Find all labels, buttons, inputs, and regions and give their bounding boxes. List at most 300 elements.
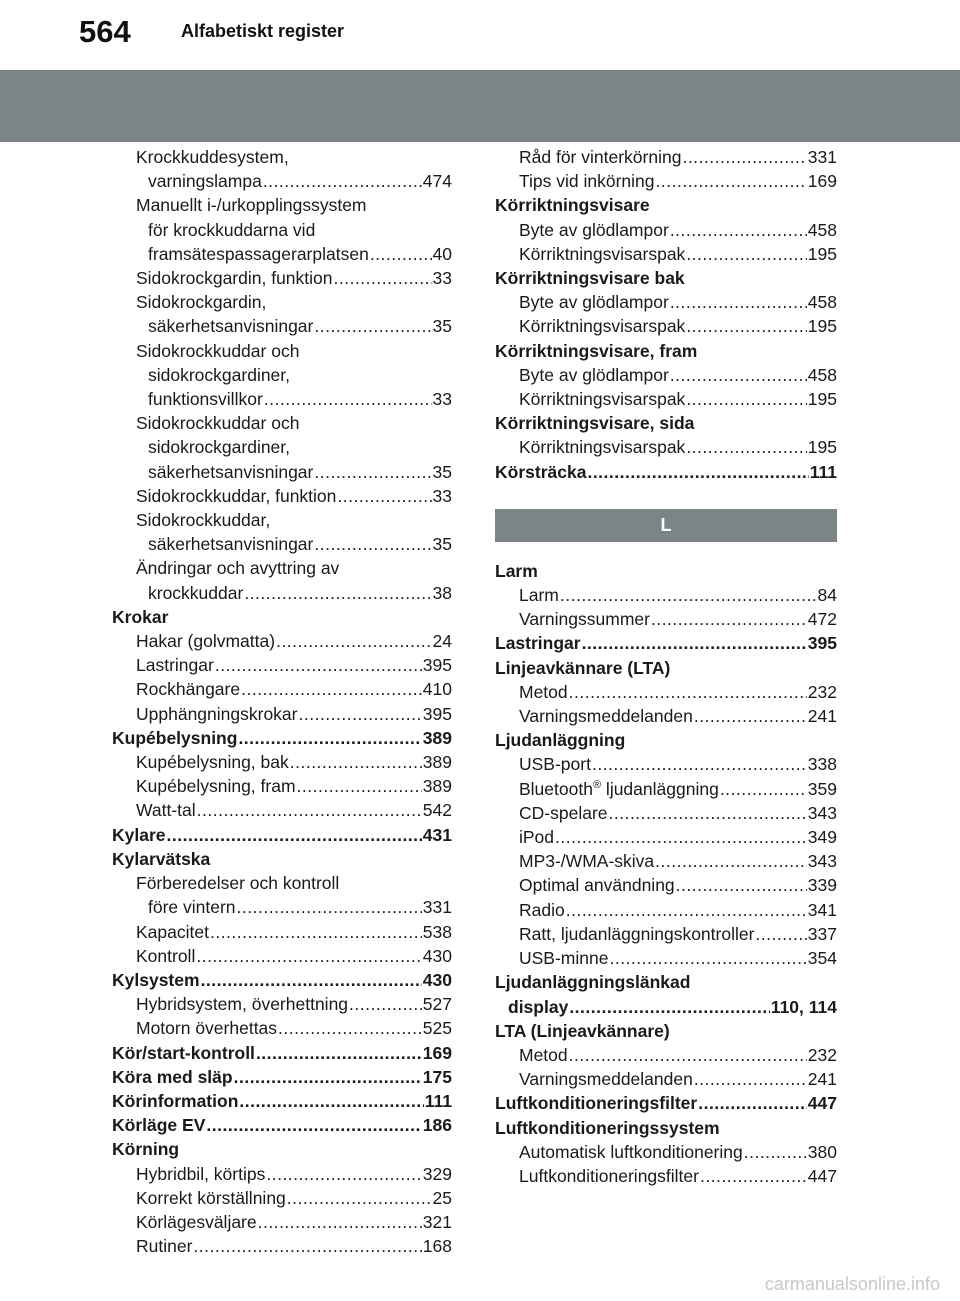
index-entry (112, 798, 452, 822)
entry-text: Sidokrockkuddar och (136, 413, 300, 434)
page-header (0, 0, 960, 64)
entry-text-suffix: ljudanläggning (601, 778, 719, 799)
entry-term (495, 561, 538, 581)
page-reference[interactable]: 431 (422, 824, 452, 845)
index-entry (112, 1137, 452, 1161)
header-banner (0, 70, 960, 142)
page-reference[interactable]: 111 (809, 461, 837, 482)
entry-term (112, 607, 168, 627)
entry-text: Körinformation (112, 1090, 239, 1111)
entry-term (136, 292, 266, 312)
entry-text: Tips vid inkörning (519, 171, 655, 192)
index-entry (112, 1186, 452, 1210)
entry-text: Manuellt i-/urkopplingssystem (136, 195, 367, 216)
entry-term (519, 1140, 743, 1164)
entry-text: Kupébelysning (112, 727, 238, 748)
index-entry (112, 920, 452, 944)
entry-text: Kupébelysning, bak (136, 752, 289, 773)
index-entry (112, 532, 452, 556)
page-reference[interactable]: 175 (422, 1066, 452, 1087)
page-reference[interactable]: 458 (807, 219, 837, 240)
entry-text: framsätespassagerarplatsen (148, 243, 369, 264)
entry-term (148, 895, 236, 919)
index-entry (495, 193, 837, 217)
entry-text: Kylare (112, 824, 166, 845)
dot-leader (670, 290, 807, 314)
letter-label: L (660, 514, 672, 535)
entry-text: Metod (519, 1044, 568, 1065)
index-entry (495, 849, 837, 873)
entry-text: Ljudanläggning (495, 730, 626, 751)
entry-term (136, 992, 348, 1016)
dot-leader (686, 387, 806, 411)
index-entry (112, 581, 452, 605)
entry-text: Watt-tal (136, 800, 196, 821)
index-entry (112, 460, 452, 484)
entry-term (519, 314, 685, 338)
index-entry (495, 242, 837, 266)
page-reference[interactable]: 35 (432, 316, 452, 337)
dot-leader (569, 995, 769, 1019)
page-reference[interactable]: 232 (807, 681, 837, 702)
index-entry (112, 677, 452, 701)
entry-term (495, 1021, 670, 1041)
entry-text: säkerhetsanvisningar (148, 534, 314, 555)
entry-term (148, 387, 263, 411)
entry-term (148, 581, 243, 605)
entry-text: display (508, 996, 569, 1017)
page-reference[interactable]: 195 (807, 243, 837, 264)
index-entry (112, 556, 452, 580)
page-reference[interactable]: 458 (807, 292, 837, 313)
entry-text: Automatisk luftkonditionering (519, 1141, 743, 1162)
entry-text: Korrekt körställning (136, 1187, 286, 1208)
index-entry (112, 1162, 452, 1186)
page-reference[interactable]: 195 (807, 437, 837, 458)
index-entry (112, 508, 452, 532)
page-reference[interactable]: 331 (422, 897, 452, 918)
entry-term (136, 677, 240, 701)
entry-term (519, 752, 591, 776)
index-entry (112, 726, 452, 750)
dot-leader (609, 801, 807, 825)
entry-text: Kylarvätska (112, 848, 211, 869)
entry-term (136, 873, 339, 893)
index-entry (112, 1016, 452, 1040)
entry-text: Byte av glödlampor (519, 364, 669, 385)
page-reference[interactable]: 33 (432, 268, 452, 289)
entry-term (519, 777, 719, 801)
dot-leader (241, 677, 422, 701)
entry-text: Körsträcka (495, 461, 587, 482)
index-entry (495, 266, 837, 290)
page-reference[interactable]: 337 (807, 923, 837, 944)
entry-text: LTA (Linjeavkännare) (495, 1020, 670, 1041)
entry-text: Rutiner (136, 1236, 193, 1257)
entry-term (136, 944, 195, 968)
entry-term (495, 341, 697, 361)
index-entry (495, 363, 837, 387)
index-entry (112, 702, 452, 726)
entry-text: Motorn överhettas (136, 1018, 278, 1039)
entry-text: Larm (519, 585, 559, 606)
entry-term (136, 1162, 265, 1186)
dot-leader (569, 1043, 807, 1067)
entry-term (519, 704, 693, 728)
index-entry (495, 218, 837, 242)
dot-leader (755, 922, 806, 946)
index-entry (112, 290, 452, 314)
dot-leader (197, 798, 422, 822)
registered-mark: ® (592, 778, 602, 791)
index-entry (495, 145, 837, 169)
dot-leader (720, 777, 807, 801)
entry-term (136, 413, 299, 433)
index-entry (495, 460, 837, 484)
index-entry (495, 1140, 837, 1164)
entry-term (519, 873, 675, 897)
entry-text: Sidokrockkuddar, funktion (136, 485, 337, 506)
index-entry (495, 1019, 837, 1043)
entry-term (136, 1016, 277, 1040)
entry-term (136, 195, 367, 215)
index-group-l (495, 559, 837, 1188)
page-reference[interactable]: 395 (807, 633, 837, 654)
page-reference[interactable]: 430 (422, 945, 452, 966)
dot-leader (337, 484, 431, 508)
entry-term (136, 558, 339, 578)
index-entry (112, 992, 452, 1016)
page-reference[interactable]: 542 (422, 800, 452, 821)
page-reference[interactable]: 25 (432, 1187, 452, 1208)
entry-term (495, 631, 581, 655)
dot-leader (290, 750, 422, 774)
dot-leader (314, 532, 431, 556)
page-reference[interactable]: 331 (807, 147, 837, 167)
entry-text: Krokar (112, 606, 169, 627)
entry-term (136, 920, 209, 944)
entry-text: varningslampa (148, 171, 262, 192)
entry-text: USB-minne (519, 948, 609, 969)
page-reference[interactable]: 40 (432, 243, 452, 264)
entry-term (136, 653, 214, 677)
index-entry (112, 484, 452, 508)
entry-text: Krockkuddesystem, (136, 147, 289, 167)
entry-term (136, 147, 289, 167)
index-entry (495, 704, 837, 728)
index-entry (112, 145, 452, 169)
entry-term (136, 510, 270, 530)
entry-term (519, 218, 669, 242)
entry-term (495, 1118, 720, 1138)
index-entry (495, 898, 837, 922)
dot-leader (167, 823, 422, 847)
watermark: carmanualsonline.info (764, 1274, 940, 1294)
index-entry (495, 1067, 837, 1091)
page-reference[interactable]: 241 (807, 1069, 837, 1090)
page-reference[interactable]: 527 (422, 994, 452, 1015)
dot-leader (676, 873, 807, 897)
entry-text: Köra med släp (112, 1066, 233, 1087)
entry-text: Rockhängare (136, 679, 241, 700)
index-entry (112, 242, 452, 266)
entry-text: Ratt, ljudanläggningskontroller (519, 923, 755, 944)
index-entry (112, 1089, 452, 1113)
entry-text: Körriktningsvisarspak (519, 389, 686, 410)
dot-leader (682, 145, 806, 169)
page-reference[interactable]: 458 (807, 364, 837, 385)
page-reference[interactable]: 380 (807, 1141, 837, 1162)
index-entry (112, 266, 452, 290)
page-reference[interactable]: 38 (432, 582, 452, 603)
dot-leader (215, 653, 422, 677)
entry-text: säkerhetsanvisningar (148, 461, 314, 482)
entry-term (519, 825, 554, 849)
entry-text: funktionsvillkor (148, 389, 263, 410)
index-entry (112, 823, 452, 847)
page-reference[interactable]: 33 (432, 389, 452, 410)
entry-term (519, 1164, 699, 1188)
page-reference[interactable]: 447 (807, 1165, 837, 1186)
entry-term (519, 898, 565, 922)
entry-text: Varningsmeddelanden (519, 1069, 693, 1090)
page-reference[interactable]: 472 (807, 609, 837, 630)
entry-term (148, 314, 313, 338)
entry-term (519, 680, 568, 704)
entry-text: Körriktningsvisare, sida (495, 413, 695, 434)
entry-term (519, 849, 654, 873)
entry-term (112, 849, 210, 869)
page-reference[interactable]: 474 (422, 171, 452, 192)
page-reference[interactable]: 395 (422, 703, 452, 724)
entry-text: Radio (519, 899, 565, 920)
page-reference[interactable]: 389 (422, 776, 452, 797)
entry-text: krockkuddar (148, 582, 244, 603)
page-reference[interactable]: 538 (422, 921, 452, 942)
index-entry (495, 995, 837, 1019)
page-reference[interactable]: 354 (807, 948, 837, 969)
page-reference[interactable]: 321 (422, 1211, 452, 1232)
index-entry (112, 411, 452, 435)
entry-term (495, 195, 650, 215)
entry-text: Hybridsystem, överhettning (136, 994, 349, 1015)
entry-text: Kontroll (136, 945, 196, 966)
dot-leader (297, 774, 422, 798)
entry-term (519, 435, 685, 459)
entry-text: Sidokrockkuddar, (136, 510, 271, 531)
entry-text: CD-spelare (519, 802, 608, 823)
dot-leader (694, 704, 807, 728)
entry-term (112, 1089, 238, 1113)
entry-text: Lastringar (495, 633, 581, 654)
entry-term (112, 1065, 233, 1089)
entry-text: Luftkonditioneringsfilter (495, 1093, 698, 1114)
page-reference[interactable]: 395 (422, 655, 452, 676)
page-reference[interactable]: 195 (807, 316, 837, 337)
page-reference[interactable]: 241 (807, 706, 837, 727)
index-entry (495, 1116, 837, 1140)
entry-text: Kör/start-kontroll (112, 1042, 255, 1063)
entry-text: Körriktningsvisare (495, 195, 650, 216)
index-entry (112, 895, 452, 919)
index-entry (495, 339, 837, 363)
entry-term (112, 726, 237, 750)
entry-text: Sidokrockkuddar och (136, 340, 300, 361)
entry-text: Byte av glödlampor (519, 219, 669, 240)
page-reference[interactable]: 35 (432, 534, 452, 555)
index-entry (112, 314, 452, 338)
page-reference[interactable]: 169 (807, 171, 837, 192)
page-reference[interactable]: 329 (422, 1163, 452, 1184)
entry-term (136, 341, 299, 361)
dot-leader (698, 1091, 807, 1115)
index-entry (112, 1065, 452, 1089)
page-reference[interactable]: 232 (807, 1044, 837, 1065)
entry-term (136, 629, 275, 653)
dot-leader (592, 752, 807, 776)
dot-leader (370, 242, 432, 266)
page-reference[interactable]: 389 (422, 727, 452, 748)
entry-text: Körriktningsvisare, fram (495, 340, 698, 361)
entry-text: Sidokrockgardin, (136, 292, 267, 313)
page-reference[interactable]: 24 (432, 631, 452, 652)
index-entry (112, 1234, 452, 1258)
entry-text: Körlägesväljare (136, 1211, 257, 1232)
page-reference[interactable]: 430 (422, 969, 452, 990)
index-entry (495, 387, 837, 411)
page-reference[interactable]: 169 (422, 1042, 452, 1063)
index-entry (112, 871, 452, 895)
entry-text: MP3-/WMA-skiva (519, 851, 655, 872)
entry-text: Larm (495, 560, 538, 581)
index-group-k-continued (495, 145, 837, 484)
index-entry (112, 218, 452, 242)
page-reference[interactable]: 410 (422, 679, 452, 700)
page-reference[interactable]: 343 (807, 802, 837, 823)
page-reference[interactable]: 111 (424, 1090, 452, 1111)
index-entry (495, 656, 837, 680)
page-reference[interactable]: 525 (422, 1018, 452, 1039)
page-reference[interactable]: 339 (807, 875, 837, 896)
entry-term (136, 702, 298, 726)
page-reference[interactable]: 35 (432, 461, 452, 482)
index-entry (495, 583, 837, 607)
dot-leader (278, 1016, 422, 1040)
entry-term (136, 1210, 257, 1234)
dot-leader (744, 1140, 807, 1164)
dot-leader (234, 1065, 422, 1089)
page-reference[interactable]: 343 (807, 851, 837, 872)
index-entry (112, 605, 452, 629)
page-number: 564 (79, 14, 131, 49)
page-reference[interactable]: 341 (807, 899, 837, 920)
entry-term (495, 972, 690, 992)
entry-term (519, 922, 754, 946)
index-entry (112, 1210, 452, 1234)
dot-leader (334, 266, 432, 290)
index-entry (495, 290, 837, 314)
index-column-right (495, 145, 837, 1188)
entry-term (495, 413, 694, 433)
page-reference[interactable]: 110, 114 (770, 996, 837, 1017)
dot-leader (670, 218, 807, 242)
index-column-left (112, 145, 452, 1258)
dot-leader (263, 169, 422, 193)
index-entry (495, 970, 837, 994)
index-entry (495, 607, 837, 631)
entry-text: USB-port (519, 754, 591, 775)
dot-leader (196, 944, 421, 968)
page-reference[interactable]: 168 (422, 1236, 452, 1257)
dot-leader (587, 460, 808, 484)
entry-text: sidokrockgardiner, (148, 364, 291, 385)
entry-text: Körriktningsvisare bak (495, 268, 685, 289)
page-reference[interactable]: 349 (807, 827, 837, 848)
index-entry (495, 314, 837, 338)
page-reference[interactable]: 389 (422, 752, 452, 773)
page-reference[interactable]: 195 (807, 389, 837, 410)
dot-leader (238, 726, 421, 750)
index-entry (495, 435, 837, 459)
entry-term (495, 460, 586, 484)
entry-term (136, 798, 196, 822)
entry-text: Körriktningsvisarspak (519, 316, 686, 337)
index-entry (495, 631, 837, 655)
entry-term (136, 484, 336, 508)
index-entry (495, 777, 837, 801)
entry-term (495, 1091, 697, 1115)
page-reference[interactable]: 33 (432, 485, 452, 506)
entry-term (508, 995, 568, 1019)
entry-text: Byte av glödlampor (519, 292, 669, 313)
index-entry (495, 169, 837, 193)
entry-term (148, 437, 290, 457)
entry-text: iPod (519, 827, 555, 848)
entry-text: Upphängningskrokar (136, 703, 298, 724)
index-entry (112, 435, 452, 459)
entry-term (495, 658, 670, 678)
entry-text: Ljudanläggningslänkad (495, 972, 691, 993)
dot-leader (569, 680, 807, 704)
page-reference[interactable]: 186 (422, 1115, 452, 1136)
index-entry (112, 339, 452, 363)
page-reference[interactable]: 447 (807, 1093, 837, 1114)
dot-leader (206, 1113, 421, 1137)
entry-text: Förberedelser och kontroll (136, 873, 340, 894)
page-reference[interactable]: 84 (817, 585, 837, 606)
dot-leader (582, 631, 807, 655)
index-entry (112, 653, 452, 677)
page-reference[interactable]: 338 (807, 754, 837, 775)
index-entry (495, 946, 837, 970)
section-title: Alfabetiskt register (181, 21, 345, 41)
index-entry (112, 774, 452, 798)
entry-text: Körriktningsvisarspak (519, 437, 686, 458)
entry-text: Hybridbil, körtips (136, 1163, 266, 1184)
entry-term (519, 946, 608, 970)
dot-leader (244, 581, 431, 605)
index-entry (495, 1043, 837, 1067)
page-reference[interactable]: 359 (807, 778, 837, 799)
dot-leader (193, 1234, 421, 1258)
entry-text: Varningssummer (519, 609, 650, 630)
dot-leader (655, 849, 807, 873)
dot-leader (670, 363, 807, 387)
index-entry (495, 825, 837, 849)
dot-leader (237, 895, 422, 919)
dot-leader (555, 825, 807, 849)
entry-term (148, 365, 290, 385)
